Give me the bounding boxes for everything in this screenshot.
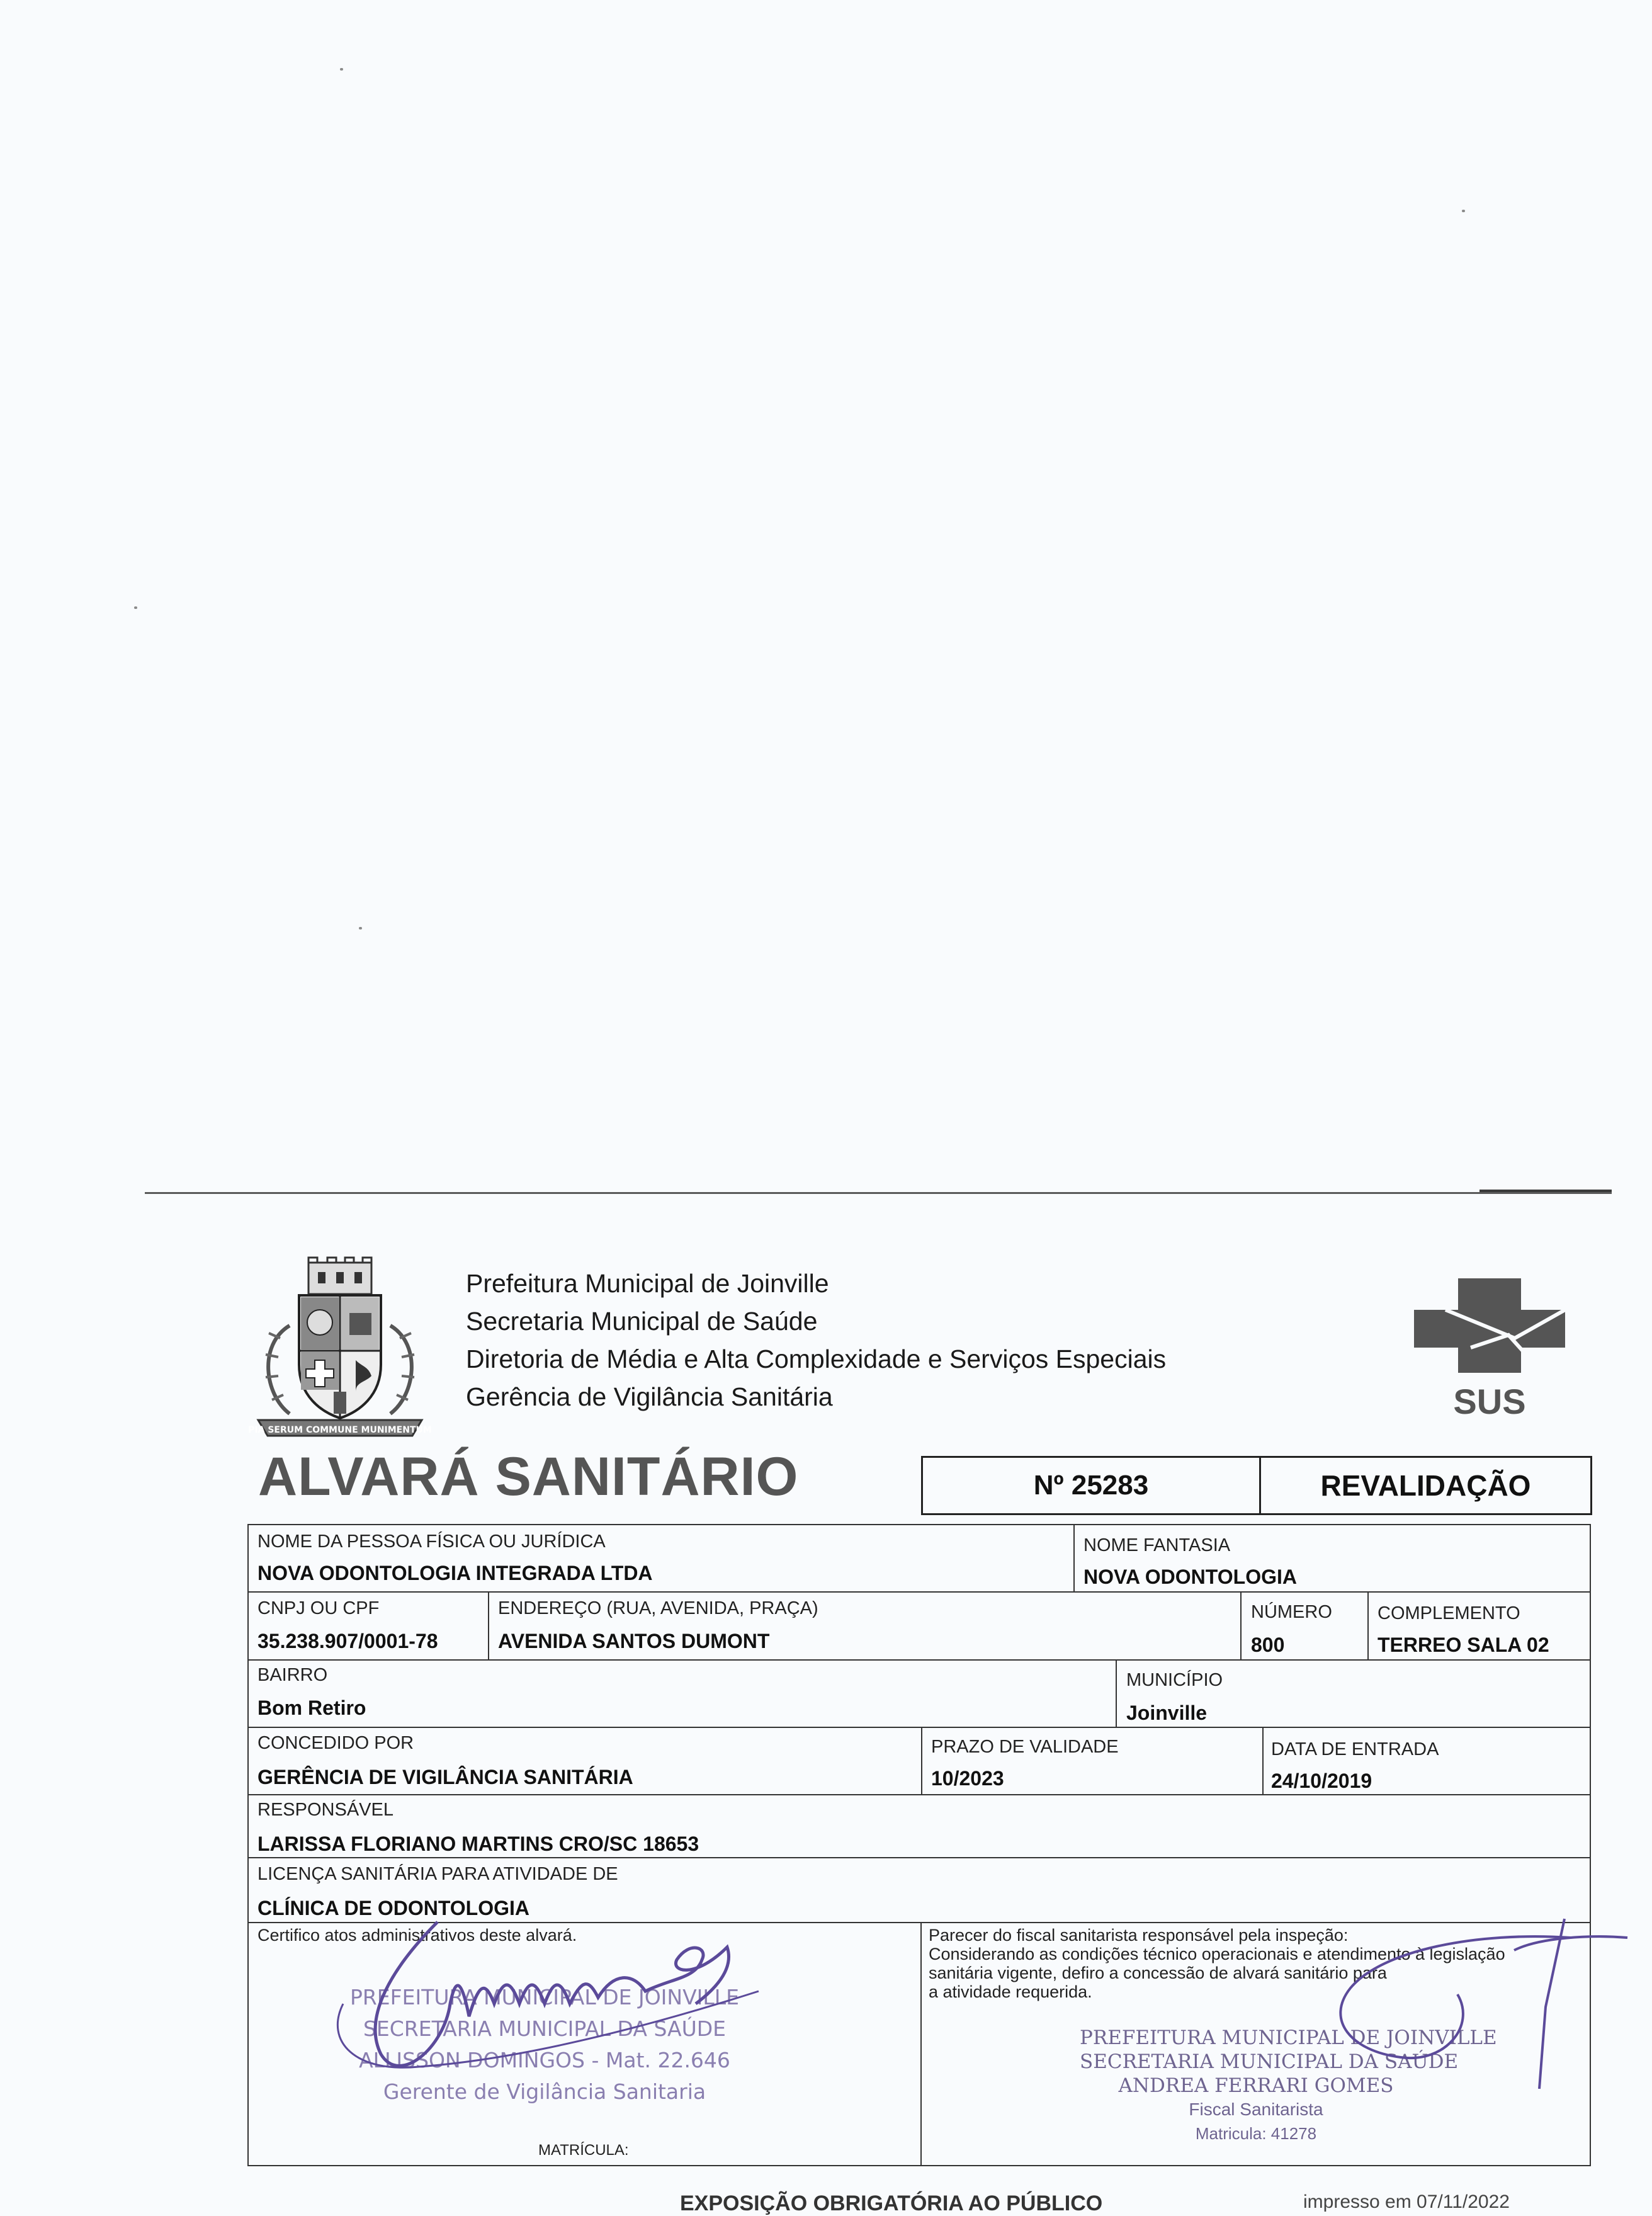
row-divider	[249, 1794, 1590, 1795]
prazo-label: PRAZO DE VALIDADE	[931, 1737, 1119, 1757]
scan-speck	[340, 68, 343, 71]
endereco-value: AVENIDA SANTOS DUMONT	[498, 1630, 770, 1652]
footer-printed: impresso em 07/11/2022	[1303, 2191, 1510, 2212]
manager-signature-icon	[318, 1909, 822, 2111]
cnpj-value: 35.238.907/0001-78	[257, 1630, 438, 1652]
bairro-value: Bom Retiro	[257, 1696, 366, 1719]
concedido-label: CONCEDIDO POR	[257, 1733, 414, 1753]
prazo-value: 10/2023	[931, 1767, 1004, 1790]
fantasia-value: NOVA ODONTOLOGIA	[1083, 1565, 1297, 1588]
coat-of-arms-icon	[246, 1256, 434, 1445]
inspector-stamp-line5: Matricula: 41278	[1195, 2124, 1317, 2143]
scan-speck	[1462, 210, 1465, 212]
licenca-label: LICENÇA SANITÁRIA PARA ATIVIDADE DE	[257, 1864, 618, 1884]
col-divider	[921, 1727, 922, 1795]
municipio-value: Joinville	[1126, 1702, 1208, 1724]
parecer-line1: Parecer do fiscal sanitarista responsável pela inspeção:	[929, 1926, 1349, 1945]
cnpj-label: CNPJ OU CPF	[257, 1598, 380, 1618]
manager-stamp-line3: ALLISSON DOMINGOS - Mat. 22.646	[359, 2048, 730, 2072]
sus-logo-text: SUS	[1453, 1382, 1526, 1421]
row-divider	[249, 1727, 1590, 1728]
header-line-diretoria: Diretoria de Média e Alta Complexidade e Serviços Especiais	[466, 1344, 1167, 1373]
license-form	[247, 1524, 1591, 2166]
col-divider	[1262, 1727, 1264, 1795]
inspector-signature-icon	[1162, 1912, 1640, 2114]
manager-stamp-line2: SECRETARIA MUNICIPAL DA SAÚDE	[363, 2016, 727, 2041]
header-line-gerencia: Gerência de Vigilância Sanitária	[466, 1382, 833, 1411]
nome-label: NOME DA PESSOA FÍSICA OU JURÍDICA	[257, 1531, 606, 1552]
institution-header	[466, 1264, 1166, 1416]
col-divider	[920, 1922, 922, 2166]
complemento-value: TERREO SALA 02	[1378, 1634, 1549, 1656]
document-title: ALVARÁ SANITÁRIO	[258, 1446, 799, 1507]
row-divider	[249, 1659, 1590, 1661]
scan-speck	[134, 606, 137, 609]
sus-logo-icon	[1408, 1272, 1571, 1423]
licenca-value: CLÍNICA DE ODONTOLOGIA	[257, 1897, 529, 1919]
parecer-line4: a atividade requerida.	[929, 1982, 1092, 2001]
numero-value: 800	[1251, 1634, 1285, 1656]
header-line-secretaria: Secretaria Municipal de Saúde	[466, 1307, 818, 1336]
certify-text: Certifico atos administrativos deste alvará.	[257, 1926, 577, 1945]
col-divider	[1367, 1592, 1369, 1660]
row-divider	[249, 1591, 1590, 1593]
concedido-value: GERÊNCIA DE VIGILÂNCIA SANITÁRIA	[257, 1766, 633, 1788]
inspector-stamp-line1: PREFEITURA MUNICIPAL DE JOINVILLE	[1080, 2026, 1497, 2049]
endereco-label: ENDEREÇO (RUA, AVENIDA, PRAÇA)	[498, 1598, 818, 1618]
inspector-stamp-line2: SECRETARIA MUNICIPAL DA SAÚDE	[1080, 2050, 1459, 2073]
alvara-number: Nº 25283	[1033, 1470, 1149, 1501]
entrada-label: DATA DE ENTRADA	[1271, 1739, 1439, 1759]
manager-stamp-line4: Gerente de Vigilância Sanitaria	[383, 2079, 706, 2104]
col-divider	[488, 1592, 489, 1660]
col-divider	[1240, 1592, 1242, 1660]
entrada-value: 24/10/2019	[1271, 1770, 1372, 1792]
responsavel-value: LARISSA FLORIANO MARTINS CRO/SC 18653	[257, 1832, 699, 1855]
sheet-top-edge	[145, 1192, 1612, 1194]
matricula-label: MATRÍCULA:	[538, 2142, 629, 2159]
responsavel-label: RESPONSÁVEL	[257, 1800, 393, 1820]
bairro-label: BAIRRO	[257, 1665, 328, 1685]
col-divider	[1073, 1525, 1075, 1592]
header-line-prefeitura: Prefeitura Municipal de Joinville	[466, 1269, 829, 1298]
parecer-line3: sanitária vigente, defiro a concessão de alvará sanitário para	[929, 1963, 1387, 1982]
manager-stamp-line1: PREFEITURA MUNICIPAL DE JOINVILLE	[349, 1985, 740, 2009]
footer-notice: EXPOSIÇÃO OBRIGATÓRIA AO PÚBLICO	[680, 2191, 1103, 2215]
scan-speck	[359, 927, 362, 929]
fantasia-label: NOME FANTASIA	[1083, 1535, 1231, 1555]
numero-label: NÚMERO	[1251, 1602, 1332, 1622]
alvara-type: REVALIDAÇÃO	[1320, 1469, 1531, 1502]
number-box	[921, 1456, 1592, 1515]
municipio-label: MUNICÍPIO	[1126, 1670, 1223, 1690]
inspector-stamp-line3: ANDREA FERRARI GOMES	[1118, 2074, 1394, 2097]
row-divider	[249, 1857, 1590, 1858]
inspector-stamp-line4: Fiscal Sanitarista	[1189, 2100, 1323, 2119]
col-divider	[1116, 1660, 1117, 1727]
sheet-top-edge-dark	[1479, 1190, 1612, 1192]
parecer-line2: Considerando as condições técnico operacionais e atendimento à legislação	[929, 1945, 1505, 1963]
complemento-label: COMPLEMENTO	[1378, 1603, 1520, 1623]
coat-motto: PIA SERUM COMMUNE MUNIMENTUM	[248, 1425, 432, 1435]
nome-value: NOVA ODONTOLOGIA INTEGRADA LTDA	[257, 1562, 653, 1584]
